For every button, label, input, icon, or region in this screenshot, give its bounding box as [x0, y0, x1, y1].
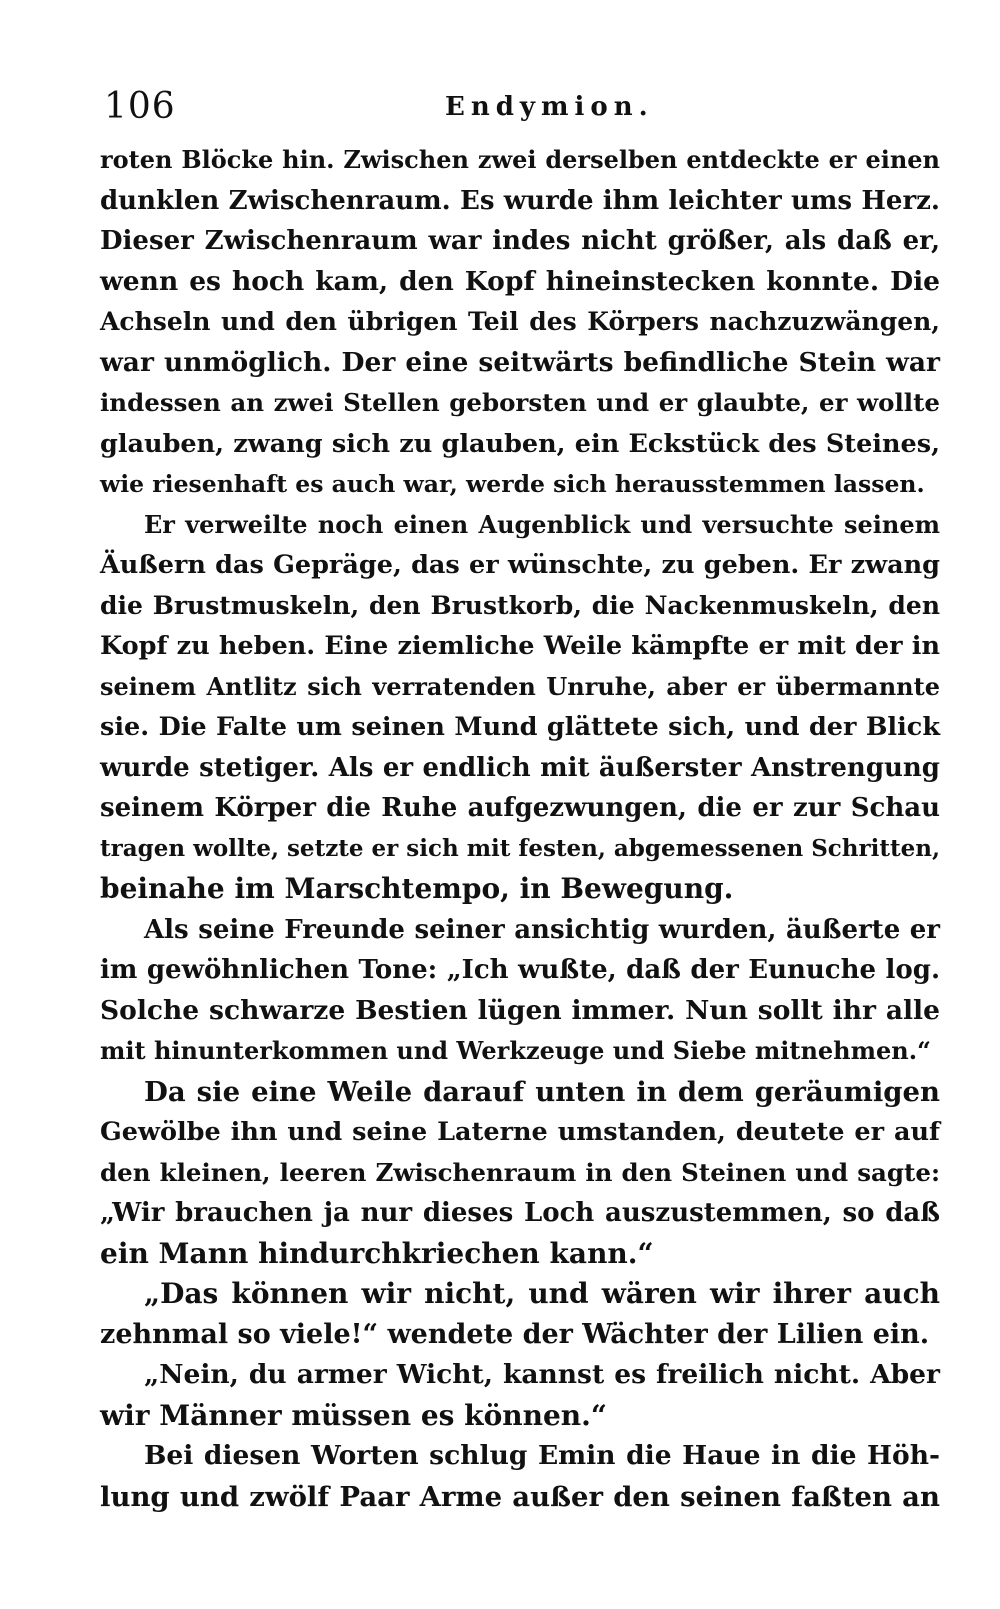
text-line: wurde stetiger. Als er endlich mit äußerster Anstrengung: [100, 752, 940, 783]
text-line: „Nein, du armer Wicht, kannst es freilich nicht. Aber: [144, 1359, 940, 1390]
text-line: zehnmal so viele!“ wendete der Wächter der Lilien ein.: [100, 1318, 930, 1350]
paragraph: [100, 1072, 940, 1275]
text-line: den kleinen, leeren Zwischenraum in den Steinen und sagte:: [100, 1157, 940, 1187]
text-line: Kopf zu heben. Eine ziemliche Weile kämpfte er mit der in: [100, 631, 940, 661]
text-line: „Wir brauchen ja nur dieses Loch auszustemmen, so daß: [100, 1198, 940, 1228]
text-line: beinahe im Marschtempo, in Bewegung.: [100, 872, 734, 905]
text-line: Da sie eine Weile darauf unten in dem geräumigen: [144, 1075, 940, 1108]
text-line: glauben, zwang sich zu glauben, ein Eckstück des Steines,: [100, 428, 940, 459]
text-line: die Brustmuskeln, den Brustkorb, die Nackenmuskeln, den: [100, 590, 940, 620]
paragraph: [100, 140, 940, 505]
text-line: Bei diesen Worten schlug Emin die Haue in die Höh-: [144, 1440, 940, 1471]
text-line: roten Blöcke hin. Zwischen zwei derselben entdeckte er einen: [100, 145, 940, 174]
text-line: dunklen Zwischenraum. Es wurde ihm leichter ums Herz.: [100, 185, 940, 216]
text-line: indessen an zwei Stellen geborsten und er glaubte, er wollte: [100, 388, 940, 417]
text-line: im gewöhnlichen Tone: „Ich wußte, daß der Eunuche log.: [100, 955, 940, 985]
text-line: Äußern das Gepräge, das er wünschte, zu geben. Er zwang: [100, 550, 940, 580]
paragraph: [100, 1355, 940, 1436]
text-line: wie riesenhaft es auch war, werde sich herausstemmen lassen.: [100, 470, 925, 498]
text-line: seinem Körper die Ruhe aufgezwungen, die er zur Schau: [100, 793, 940, 823]
text-line: seinem Antlitz sich verratenden Unruhe, aber er übermannte: [100, 671, 940, 701]
text-line: mit hinunterkommen und Werkzeuge und Siebe mitnehmen.“: [100, 1036, 931, 1065]
text-line: tragen wollte, setzte er sich mit festen, abgemessenen Schritten,: [100, 834, 940, 862]
paragraph: [100, 1436, 940, 1517]
text-line: lung und zwölf Paar Arme außer den seinen faßten an: [100, 1480, 940, 1513]
text-line: Dieser Zwischenraum war indes nicht größer, als daß er,: [100, 226, 940, 256]
text-line: Solche schwarze Bestien lügen immer. Nun sollt ihr alle: [100, 994, 940, 1026]
text-line: Er verweilte noch einen Augenblick und versuchte seinem: [144, 509, 940, 539]
text-line: sie. Die Falte um seinen Mund glättete sich, und der Blick: [100, 712, 940, 742]
paragraph: [100, 505, 940, 910]
page-header: [100, 78, 952, 140]
paragraph: [100, 910, 940, 1072]
text-line: Als seine Freunde seiner ansichtig wurden, äußerte er: [144, 914, 940, 945]
body-text: [100, 140, 940, 1517]
text-line: „Das können wir nicht, und wären wir ihrer auch: [144, 1277, 940, 1310]
text-line: wir Männer müssen es können.“: [100, 1398, 607, 1432]
running-head: Endymion.: [445, 92, 654, 122]
paragraph: [100, 1274, 940, 1355]
page-number: 106: [104, 86, 176, 127]
text-line: war unmöglich. Der eine seitwärts befindliche Stein war: [100, 346, 940, 378]
text-line: ein Mann hindurchkriechen kann.“: [100, 1236, 654, 1270]
text-line: wenn es hoch kam, den Kopf hineinstecken konnte. Die: [100, 265, 940, 297]
text-line: Gewölbe ihn und seine Laterne umstanden, deutete er auf: [100, 1117, 940, 1147]
text-line: Achseln und den übrigen Teil des Körpers nachzuzwängen,: [100, 307, 940, 336]
